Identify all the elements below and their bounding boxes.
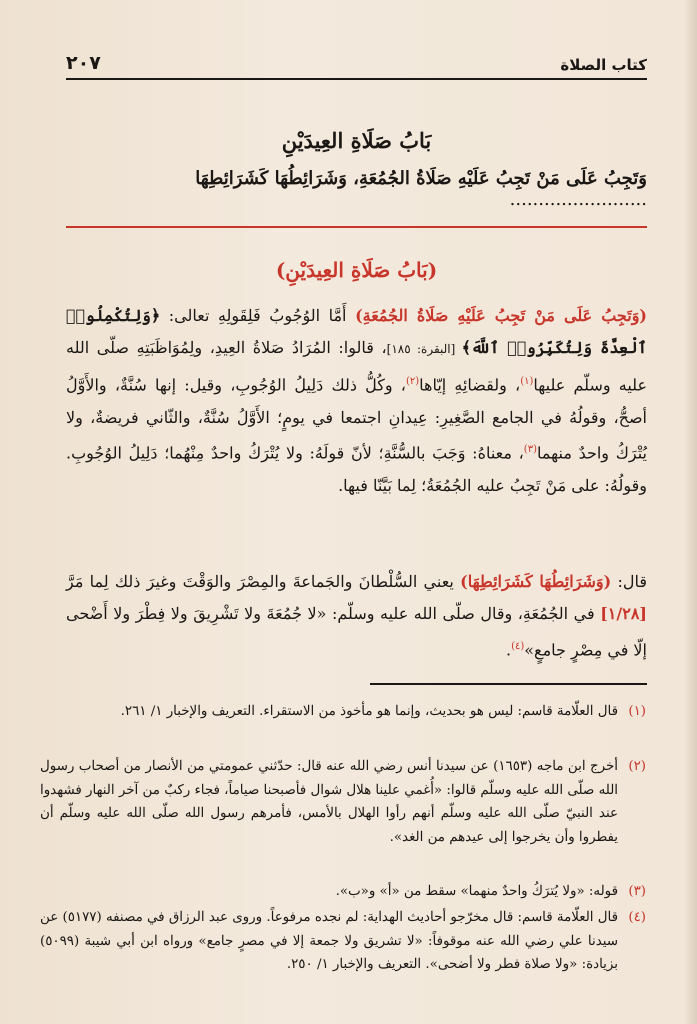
footnote-text: قال العلّامة قاسم: قال مخرّجو أحاديث الهداية: لم نجده مرفوعاً. وروى عبد الرزاق في مصنفه (٥١٧٧) عن سيدنا علي رضي الله عنه موقوفاً: «لا تشريق ولا جمعة إلا في مصرٍ جامع» ورواه ابن أبي شيبة (٥٠٩٩) بزيادة: «ولا صلاة فطر ولا أضحى». التعريف والإخبار ١/ ٢٥٠. (40, 910, 618, 972)
commentary-paragraph-1 (66, 300, 647, 502)
chapter-title: كتاب الصلاة (560, 56, 647, 74)
footnote-number: (٣) (628, 884, 646, 899)
commentary-text: أَمَّا الوُجُوبُ فَلِقَولِهِ تعالى: (160, 306, 356, 325)
matn-line-text: وَتَجِبُ عَلَى مَنْ تَجِبُ عَلَيْهِ صَلَاةُ الجُمُعَةِ، وَشَرَائِطُهَا كَشَرَائِطِهَا (195, 168, 647, 189)
footnote-1 (40, 700, 647, 724)
matn-dots: ........................ (509, 189, 647, 210)
footnote-text: قال العلّامة قاسم: ليس هو بحديث، وإنما هو مأخوذ من الاستقراء. التعريف والإخبار ١/ ٢٦١. (120, 704, 618, 719)
page-edge-shadow (683, 0, 697, 1024)
footnote-marker: (٣) (523, 443, 537, 455)
commentary-text: ، ولقضائِهِ إيّاها (419, 375, 521, 395)
footnote-number: (٤) (628, 910, 646, 925)
commentary-text: ، وكُلُّ ذلك دَلِيلُ الوُجُوبِ، وقيل: إنها سُنَّةٌ، والأَوَّلُ أصحُّ، وقولُهُ في الجامع الصَّغِيرِ: عِيدانِ اجتمعا في يومٍ؛ الأَوَّلُ سُنَّةٌ، والثّاني فريضةٌ، ولا يُتْرَكُ واحدٌ منهما (66, 375, 648, 463)
matn-chapter-title: بَابُ صَلَاةِ العِيدَيْنِ (281, 128, 432, 153)
footnote-text: أخرج ابن ماجه (١٦٥٣) عن سيدنا أنس رضي الله عنه قال: حدّثني عمومتي من الأنصار من أصحاب رسول الله صلّى الله عليه وسلّم قالوا: «أُغمي علينا هلال شوال فأصبحنا صياماً، فجاء ركبٌ من آخر النهار فشهدوا عند النبيّ صلّى الله عليه وسلّم أنهم رأوا الهلال بالأمس، فأمرهم رسول الله صلّى الله عليه وسلّم أن يفطروا وأن يخرجوا إلى عيدهم من الغد». (40, 759, 618, 845)
footnote-number: (٢) (628, 759, 646, 774)
commentary-text: . (505, 640, 512, 660)
commentary-text: يعني السُّلْطانَ والجَماعةَ والمِصْرَ والوَقْتَ وغيرَ ذلك لِما مَرَّ (66, 572, 461, 591)
header-rule (66, 78, 647, 80)
commentary-text: في الجُمُعَةِ، وقال صلّى الله عليه وسلّم: «لا جُمُعَةَ ولا تَشْرِيقَ ولا فِطْرَ ولا أَضْحى إلّا في مِصْرٍ جامعٍ» (66, 604, 647, 660)
quran-verse: ﴿وَلِتُكْمِلُوا۟ ٱلْعِدَّةَ وَلِتُكَبِّرُوا۟ ٱللَّهَ﴾ (66, 306, 647, 358)
footnote-marker: (٢) (405, 375, 420, 387)
footnote-marker: (٤) (511, 640, 525, 652)
matn-quote: (وَتَجِبُ عَلَى مَنْ تَجِبُ عَلَيْهِ صَلَاةُ الجُمُعَةِ) (355, 306, 648, 325)
footnote-text: قوله: «ولا يُترَكُ واحدٌ منهما» سقط من «أ» و«ب». (335, 884, 618, 899)
footnote-3 (40, 880, 647, 904)
commentary-text: ، معناهُ: وَجَبَ بالسُّنَّةِ؛ لأنّ قولَهُ: ولا يُتْرَكُ واحدٌ مِنْهُما؛ دَلِيلُ الوُجُوبِ. وقولُهُ: على مَنْ تَجِبُ عليه الجُمُعَةُ؛ لِما بَيَّنّا فيها. (66, 443, 647, 495)
commentary-text: ، قالوا: المُرَادُ صَلاةُ العِيدِ، ولِمُوَاظَبَتِهِ صلّى الله عليه وسلّم عليها (66, 338, 648, 395)
matn-text (66, 168, 647, 210)
footnote-2 (40, 755, 647, 849)
footnote-4 (40, 906, 647, 977)
commentary-text: قال: (611, 572, 648, 591)
running-header (66, 44, 647, 74)
verse-reference: [البقرة: ١٨٥] (386, 342, 462, 357)
commentary-paragraph-2 (66, 566, 647, 667)
page-reference: [١/٢٨] (600, 604, 647, 624)
matn-quote: (وَشَرَائِطُهَا كَشَرَائِطِهَا) (460, 572, 612, 591)
footnote-separator (370, 683, 647, 685)
footnote-marker: (١) (520, 375, 534, 387)
sharh-chapter-title: (بَابُ صَلَاةِ العِيدَيْنِ) (275, 258, 438, 282)
footnote-number: (١) (628, 704, 646, 719)
matn-separator-rule (66, 226, 647, 228)
page-number: ٢٠٧ (66, 52, 101, 74)
